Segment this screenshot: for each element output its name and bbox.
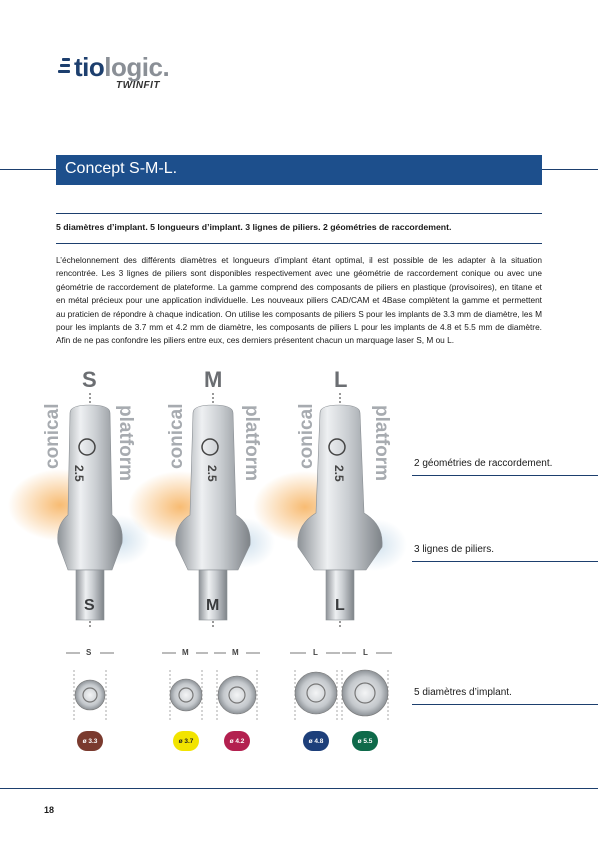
diameter-badge-3-7: ø 3.7 — [173, 731, 199, 751]
callout-rule — [412, 561, 598, 562]
line-letter-l: L — [334, 367, 348, 392]
logo-mark-icon — [56, 58, 70, 80]
logo-subtitle: TWINFIT — [116, 80, 161, 91]
diameter-badge-5-5: ø 5.5 — [352, 731, 378, 751]
engraving-size: 2.5 — [72, 465, 86, 482]
title-rule-left — [0, 169, 56, 170]
abutment-figure — [0, 365, 410, 765]
engraving-size: 2.5 — [332, 465, 346, 482]
diameter-badge-3-3: ø 3.3 — [77, 731, 103, 751]
dimension-label-m: M — [182, 648, 189, 657]
diameter-badge-4-8: ø 4.8 — [303, 731, 329, 751]
callout-diameters: 5 diamètres d’implant. — [414, 687, 512, 698]
base-letter-s: S — [84, 597, 95, 614]
callout-connections: 2 géométries de raccordement. — [414, 458, 553, 469]
dimension-label-s: S — [86, 648, 92, 657]
diameter-badge-4-2: ø 4.2 — [224, 731, 250, 751]
label-platform: platform — [371, 405, 392, 481]
title-rule-right — [542, 169, 598, 170]
section-title-bar — [56, 155, 542, 185]
label-conical: conical — [42, 403, 63, 469]
label-platform: platform — [115, 405, 136, 481]
base-letter-m: M — [206, 597, 220, 614]
label-platform: platform — [241, 405, 262, 481]
line-letter-m: M — [204, 367, 223, 392]
callout-lines: 3 lignes de piliers. — [414, 544, 495, 555]
label-conical: conical — [166, 403, 187, 469]
divider — [56, 213, 542, 214]
implant-top-views — [74, 670, 388, 720]
label-conical: conical — [296, 403, 317, 469]
page-number: 18 — [44, 805, 55, 815]
divider — [56, 243, 542, 244]
logo-wordmark: tiologic. — [74, 52, 170, 82]
section-title: Concept S-M-L. — [65, 160, 178, 177]
callout-rule — [412, 475, 598, 476]
subheading: 5 diamètres d’implant. 5 longueurs d’implant. 3 lignes de piliers. 2 géométries de raccordement. — [56, 222, 452, 232]
engraving-size: 2.5 — [205, 465, 219, 482]
dimension-label-l: L — [363, 648, 368, 657]
base-letter-l: L — [335, 597, 345, 614]
dimension-label-l: L — [313, 648, 318, 657]
logo — [56, 54, 186, 102]
body-paragraph: L’échelonnement des différents diamètres et longueurs d’implant étant optimal, il est possible de les adapter à la situation rencontrée. Les 3 lignes de piliers sont disponibles respectivement avec une géométrie de raccordement conique ou avec une géométrie de raccordement de plateforme. La gamme comprend des composants de piliers en plastique (provisoires), en titane et en métal précieux pour une application individuelle. Les nouveaux piliers CAD/CAM et 4Base complètent la gamme et permettent au praticien de répondre à chaque indication. On utilise les composants de piliers S pour les implants de 3.3 mm de diamètre, les M pour les implants de 3.7 mm et 4.2 mm de diamètre, les composants de piliers L pour les implants de 4.8 et 5.5 mm de diamètre. Afin de ne pas confondre les piliers entre eux, ces derniers présentent chacun un marquage laser S, M ou L. — [56, 255, 542, 346]
footer-rule — [0, 788, 598, 789]
line-letter-s: S — [82, 367, 97, 392]
callout-rule — [412, 704, 598, 705]
dimension-label-m: M — [232, 648, 239, 657]
